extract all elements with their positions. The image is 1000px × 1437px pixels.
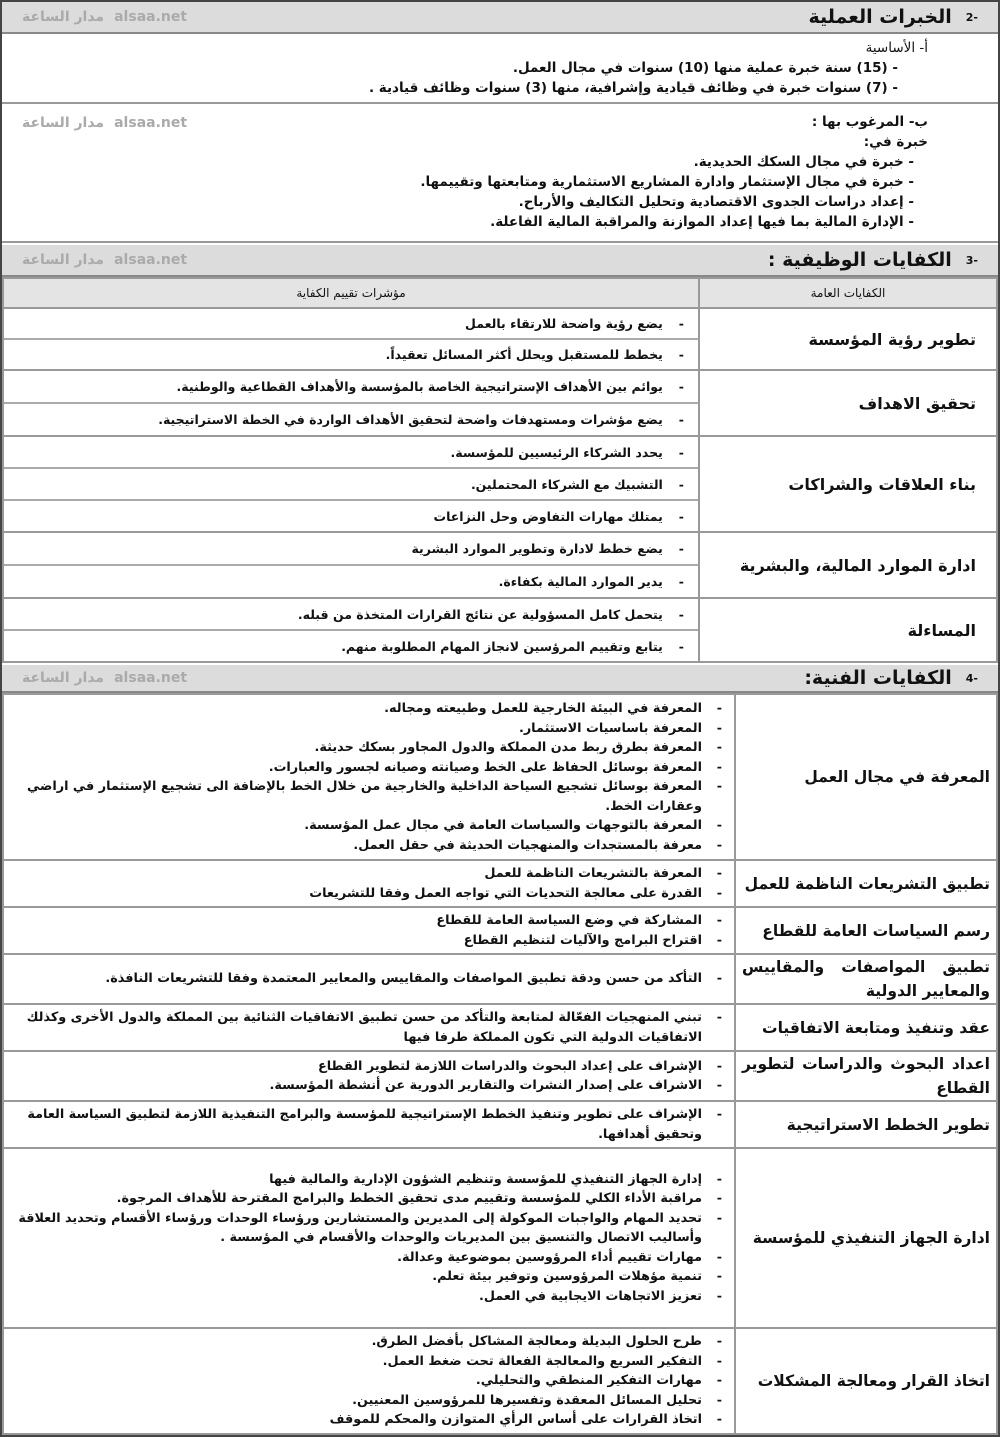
list-item: - خبرة في مجال السكك الحديدية. — [12, 152, 914, 172]
items-list — [10, 1105, 726, 1144]
list-item: - مهارات تقييم أداء المرؤوسين بموضوعية وعدالة. — [10, 1248, 702, 1268]
items-list — [10, 1332, 726, 1430]
technical-competencies-table — [2, 693, 998, 1435]
list-item: - اقتراح البرامج والآليات لتنظيم القطاع — [10, 931, 702, 951]
competency-cell: المعرفة في مجال العمل — [735, 694, 997, 860]
list-item: - اتخاذ القرارات على أساس الرأي المتوازن والمحكم للموقف — [10, 1410, 702, 1430]
indicator-item: - يضع رؤية واضحة للارتقاء بالعمل — [4, 309, 698, 340]
watermark-line-2: alsaa.net — [114, 9, 188, 25]
table-row — [3, 907, 997, 954]
table-row — [3, 1101, 997, 1148]
table-row — [3, 308, 997, 370]
section-title: الكفايات الفنية: — [804, 667, 952, 689]
list-item: - تعزيز الاتجاهات الايجابية في العمل. — [10, 1287, 702, 1307]
items-cell — [3, 1051, 735, 1101]
watermark — [22, 669, 187, 687]
items-list — [10, 1008, 726, 1047]
list-item: - (7) سنوات خبرة في وظائف قيادية وإشرافية، منها (3) سنوات وظائف قيادية . — [12, 78, 898, 98]
list-item: - الإشراف على إعداد البحوث والدراسات اللازمة لتطوير القطاع — [10, 1057, 702, 1077]
items-list — [10, 1170, 726, 1307]
basic-label: أ- الأساسية — [865, 40, 928, 56]
list-item: - المعرفة بالتشريعات الناظمة للعمل — [10, 864, 702, 884]
competency-cell: تطبيق التشريعات الناظمة للعمل — [735, 860, 997, 907]
table-row — [3, 1051, 997, 1101]
indicator-item: - يتحمل كامل المسؤولية عن نتائج القرارات المتخذة من قبله. — [4, 599, 698, 631]
watermark-line-1: مدار الساعة — [22, 252, 105, 268]
competency-cell: تطبيق المواصفات والمقاييس والمعايير الدولية — [735, 954, 997, 1004]
list-item: - خبرة في مجال الإستثمار وادارة المشاريع الاستثمارية ومتابعتها وتقييمها. — [12, 172, 914, 192]
indicators-cell — [3, 436, 699, 532]
indicator-item: - يضع خطط لادارة وتطوير الموارد البشرية — [4, 533, 698, 566]
list-item: - التأكد من حسن ودقة تطبيق المواصفات والمقاييس والمعايير المعتمدة وفقا للتشريعات النافذة. — [10, 969, 702, 989]
table-row — [3, 860, 997, 907]
competency-cell: ادارة الموارد المالية، والبشرية — [699, 532, 997, 598]
indicator-item: - يضع مؤشرات ومستهدفات واضحة لتحقيق الأهداف الواردة في الخطة الاستراتيجية. — [4, 404, 698, 435]
items-list — [10, 1057, 726, 1096]
indicators-cell — [3, 370, 699, 436]
watermark-line-2: alsaa.net — [114, 115, 188, 131]
indicators-cell — [3, 598, 699, 662]
functional-competencies-table — [2, 277, 998, 663]
section-number: -2 — [965, 10, 978, 24]
competency-cell: اتخاذ القرار ومعالجة المشكلات — [735, 1328, 997, 1434]
items-cell — [3, 1148, 735, 1328]
table-row — [3, 532, 997, 598]
list-item: - المعرفة باساسيات الاستثمار. — [10, 719, 702, 739]
table-row — [3, 694, 997, 860]
list-item: - المعرفة بالتوجهات والسياسات العامة في مجال عمل المؤسسة. — [10, 816, 702, 836]
indicator-item: - يوائم بين الأهداف الإستراتيجية الخاصة بالمؤسسة والأهداف القطاعية والوطنية. — [4, 371, 698, 404]
section-2-header — [2, 2, 998, 34]
items-list — [10, 864, 726, 903]
indicator-item: - يخطط للمستقبل ويحلل أكثر المسائل تعقيداً. — [4, 340, 698, 369]
desired-sublabel: خبرة في: — [863, 134, 928, 150]
watermark-line-1: مدار الساعة — [22, 9, 105, 25]
indicator-item: - يمتلك مهارات التفاوض وحل النزاعات — [4, 501, 698, 531]
competency-cell: تحقيق الاهداف — [699, 370, 997, 436]
table-row — [3, 1004, 997, 1051]
section-title: الكفايات الوظيفية : — [767, 249, 952, 271]
section-number: -3 — [965, 253, 978, 267]
list-item: - معرفة بالمستجدات والمنهجيات الحديثة في حقل العمل. — [10, 836, 702, 856]
competency-cell: اعداد البحوث والدراسات لتطوير القطاع — [735, 1051, 997, 1101]
table-row — [3, 1148, 997, 1328]
items-cell — [3, 907, 735, 954]
competency-cell: بناء العلاقات والشراكات — [699, 436, 997, 532]
indicators-cell — [3, 532, 699, 598]
items-cell — [3, 1328, 735, 1434]
competency-cell: تطوير رؤية المؤسسة — [699, 308, 997, 370]
items-list — [10, 969, 726, 989]
watermark — [22, 251, 187, 269]
indicators-cell — [3, 308, 699, 370]
watermark-line-2: alsaa.net — [114, 252, 188, 268]
header-competency: الكفايات العامة — [699, 278, 997, 308]
watermark-line-1: مدار الساعة — [22, 670, 105, 686]
table-row — [3, 1328, 997, 1434]
indicator-item: - يدير الموارد المالية بكفاءة. — [4, 566, 698, 597]
competency-cell: ادارة الجهاز التنفيذي للمؤسسة — [735, 1148, 997, 1328]
section-3-header — [2, 245, 998, 277]
list-item: - الإشراف على تطوير وتنفيذ الخطط الإستراتيجية للمؤسسة والبرامج التنفيذية اللازمة لتطبيق السياسة العامة وتحقيق أهدافها. — [10, 1105, 702, 1144]
watermark-line-2: alsaa.net — [114, 670, 188, 686]
list-item: - تحليل المسائل المعقدة وتفسيرها للمرؤوسين المعنيين. — [10, 1391, 702, 1411]
list-item: - المعرفة بطرق ربط مدن المملكة والدول المجاور بسكك حديثة. — [10, 738, 702, 758]
basic-experience — [2, 34, 998, 104]
watermark — [22, 8, 187, 26]
section-4-header — [2, 665, 998, 693]
list-item: - المعرفة في البيئة الخارجية للعمل وطبيعته ومجاله. — [10, 699, 702, 719]
competency-cell: عقد وتنفيذ ومتابعة الاتفاقيات — [735, 1004, 997, 1051]
list-item: - التفكير السريع والمعالجة الفعالة تحت ضغط العمل. — [10, 1352, 702, 1372]
items-cell — [3, 954, 735, 1004]
competency-cell: تطوير الخطط الاستراتيجية — [735, 1101, 997, 1148]
list-item: - تبني المنهجيات الفعّالة لمتابعة والتأكد من حسن تطبيق الاتفاقيات الثنائية بين المملكة والدول الأخرى وكذلك الاتفاقيات الدولية التي تكون المملكة طرفا فيها — [10, 1008, 702, 1047]
desired-label: ب- المرغوب بها : — [811, 114, 928, 130]
list-item: - القدرة على معالجة التحديات التي تواجه العمل وفقا للتشريعات — [10, 884, 702, 904]
indicator-item: - يتابع وتقييم المرؤسين لانجاز المهام المطلوبة منهم. — [4, 631, 698, 661]
desired-experience — [2, 104, 998, 243]
list-item: - مهارات التفكير المنطقي والتحليلي. — [10, 1371, 702, 1391]
table-row — [3, 598, 997, 662]
list-item: - الإدارة المالية بما فيها إعداد الموازنة والمراقبة المالية الفاعلة. — [12, 212, 914, 232]
list-item: - طرح الحلول البديلة ومعالجة المشاكل بأفضل الطرق. — [10, 1332, 702, 1352]
items-cell — [3, 860, 735, 907]
items-list — [10, 699, 726, 855]
list-item: - إعداد دراسات الجدوى الاقتصادية وتحليل التكاليف والأرباح. — [12, 192, 914, 212]
list-item: - تنمية مؤهلات المرؤوسين وتوفير بيئة تعلم. — [10, 1267, 702, 1287]
items-cell — [3, 694, 735, 860]
list-item: - (15) سنة خبرة عملية منها (10) سنوات في مجال العمل. — [12, 58, 898, 78]
indicator-item: - يحدد الشركاء الرئيسيين للمؤسسة. — [4, 437, 698, 469]
table-row — [3, 954, 997, 1004]
list-item: - الاشراف على إصدار النشرات والتقارير الدورية عن أنشطة المؤسسة. — [10, 1076, 702, 1096]
items-list — [10, 911, 726, 950]
list-item: - إدارة الجهاز التنفيذي للمؤسسة وتنظيم الشؤون الإدارية والمالية فيها — [10, 1170, 702, 1190]
table-row — [3, 370, 997, 436]
indicator-item: - التشبيك مع الشركاء المحتملين. — [4, 469, 698, 501]
list-item: - المعرفة بوسائل تشجيع السياحة الداخلية والخارجية من خلال الخط بالإضافة الى تشجيع الإستثمار في اراضي وعقارات الخط. — [10, 777, 702, 816]
competency-cell: رسم السياسات العامة للقطاع — [735, 907, 997, 954]
list-item: - تحديد المهام والواجبات الموكولة إلى المديرين والمستشارين ورؤساء الوحدات ورؤساء الأقسام وتحديد العلاقة وأساليب الاتصال والتنسيق بين المديريات والوحدات والأقسام في المؤسسة . — [10, 1209, 702, 1248]
table-row — [3, 436, 997, 532]
header-indicators: مؤشرات تقييم الكفاية — [3, 278, 699, 308]
list-item: - مراقبة الأداء الكلي للمؤسسة وتقييم مدى تحقيق الخطط والبرامج المقترحة للأهداف المرجوة. — [10, 1189, 702, 1209]
competency-cell: المساءلة — [699, 598, 997, 662]
list-item: - المعرفة بوسائل الحفاظ على الخط وصيانته وصيانه لجسور والعبارات. — [10, 758, 702, 778]
watermark-line-1: مدار الساعة — [22, 115, 105, 131]
section-title: الخبرات العملية — [808, 6, 952, 28]
items-cell — [3, 1004, 735, 1051]
items-cell — [3, 1101, 735, 1148]
list-item: - المشاركة في وضع السياسة العامة للقطاع — [10, 911, 702, 931]
section-number: -4 — [965, 671, 978, 685]
